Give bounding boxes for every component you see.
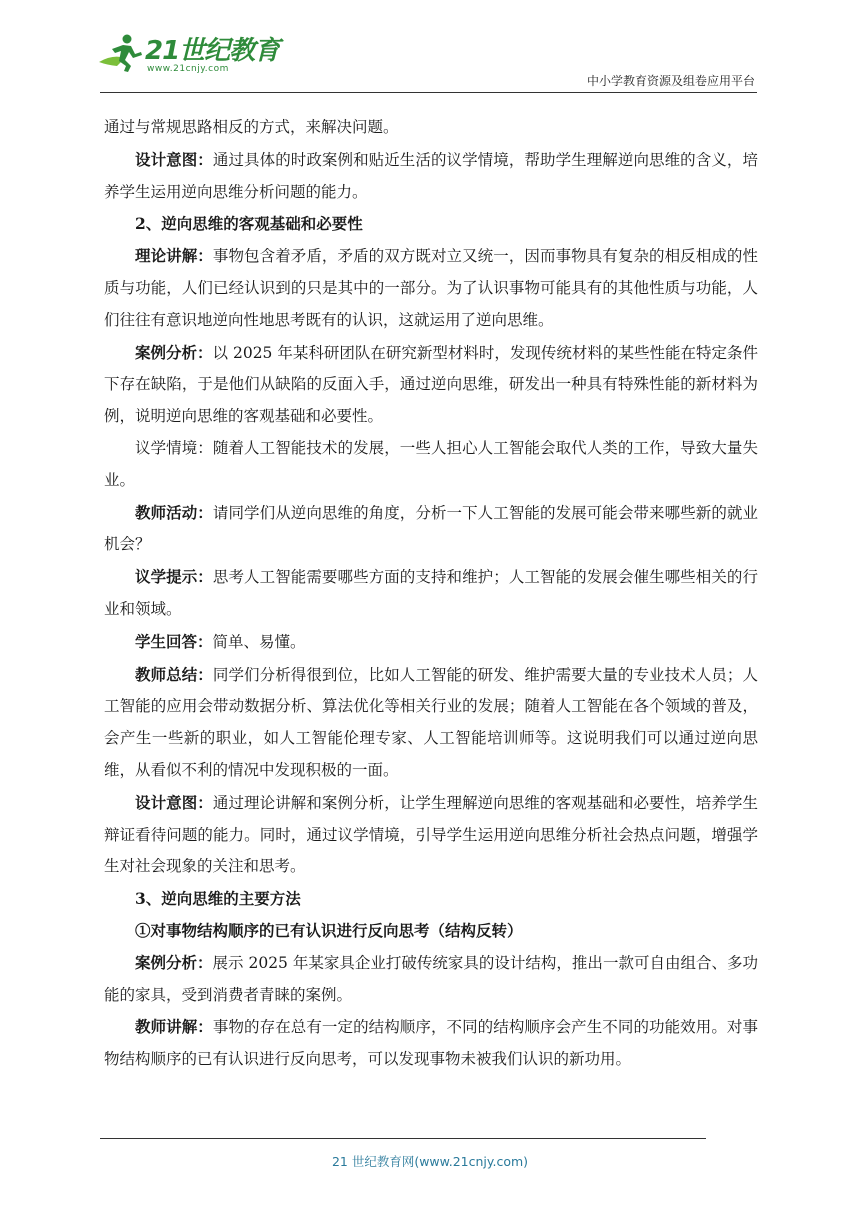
header-divider xyxy=(100,92,757,93)
paragraph-label: 理论讲解： xyxy=(135,246,213,266)
section-heading: 3、逆向思维的主要方法 xyxy=(135,889,301,909)
paragraph-label: 案例分析： xyxy=(135,342,213,362)
paragraph: 理论讲解：事物包含着矛盾，矛盾的双方既对立又统一，因而事物具有复杂的相反相成的性质与功能，人们已经认识到的只是其中的一部分。为了认识事物可能具有的其他性质与功能，人们往往有意识地逆向性地思考既有的认识，这就运用了逆向思维。 xyxy=(104,246,758,329)
paragraph: 案例分析：展示 2025 年某家具企业打破传统家具的设计结构，推出一款可自由组合、多功能的家具，受到消费者青睐的案例。 xyxy=(104,952,758,1004)
platform-name: 中小学教育资源及组卷应用平台 xyxy=(586,74,755,88)
paragraph-label: 教师总结： xyxy=(135,664,213,684)
document-body xyxy=(104,112,758,1076)
runner-logo-icon xyxy=(95,32,145,76)
paragraph-label: 教师活动： xyxy=(135,502,213,522)
paragraph-label: 设计意图： xyxy=(135,149,213,169)
footer-link[interactable]: 21 世纪教育网(www.21cnjy.com) xyxy=(331,1154,529,1169)
paragraph-label: 议学提示： xyxy=(135,567,213,587)
paragraph-label: 案例分析： xyxy=(135,952,213,972)
page-header xyxy=(0,0,860,100)
paragraph: 案例分析：以 2025 年某科研团队在研究新型材料时，发现传统材料的某些性能在特定条件下存在缺陷，于是他们从缺陷的反面入手，通过逆向思维，研发出一种具有特殊性能的新材料为例，说明逆向思维的客观基础和必要性。 xyxy=(104,342,758,426)
paragraph: 教师活动：请同学们从逆向思维的角度，分析一下人工智能的发展可能会带来哪些新的就业机会？ xyxy=(104,502,758,554)
paragraph-label: 学生回答： xyxy=(135,631,213,651)
paragraph: 设计意图：通过理论讲解和案例分析，让学生理解逆向思维的客观基础和必要性，培养学生辩证看待问题的能力。同时，通过议学情境，引导学生运用逆向思维分析社会热点问题，增强学生对社会现象的关注和思考。 xyxy=(104,792,758,876)
paragraph: 议学情境：随着人工智能技术的发展，一些人担心人工智能会取代人类的工作，导致大量失业。 xyxy=(104,438,758,489)
site-logo[interactable] xyxy=(95,30,280,78)
paragraph: 通过与常规思路相反的方式，来解决问题。 xyxy=(104,118,399,136)
paragraph: 设计意图：通过具体的时政案例和贴近生活的议学情境，帮助学生理解逆向思维的含义，培养学生运用逆向思维分析问题的能力。 xyxy=(104,149,758,201)
paragraph: 教师总结：同学们分析得很到位，比如人工智能的研发、维护需要大量的专业技术人员；人工智能的应用会带动数据分析、算法优化等相关行业的发展；随着人工智能在各个领域的普及，会产生一些新的职业，如人工智能伦理专家、人工智能培训师等。这说明我们可以通过逆向思维，从看似不利的情况中发现积极的一面。 xyxy=(104,664,758,779)
paragraph: 教师讲解：事物的存在总有一定的结构顺序，不同的结构顺序会产生不同的功能效用。对事物结构顺序的已有认识进行反向思考，可以发现事物未被我们认识的新功用。 xyxy=(104,1017,758,1069)
subsection-heading: ①对事物结构顺序的已有认识进行反向思考（结构反转） xyxy=(135,920,523,940)
paragraph-label: 教师讲解： xyxy=(135,1017,213,1037)
paragraph: 议学提示：思考人工智能需要哪些方面的支持和维护；人工智能的发展会催生哪些相关的行业和领域。 xyxy=(104,567,758,618)
paragraph: 学生回答：简单、易懂。 xyxy=(135,631,306,651)
paragraph-label: 设计意图： xyxy=(135,792,213,812)
logo-text: 21世纪教育 xyxy=(145,36,280,66)
footer-divider xyxy=(100,1138,706,1139)
section-heading: 2、逆向思维的客观基础和必要性 xyxy=(135,214,363,234)
logo-url: www.21cnjy.com xyxy=(147,64,229,74)
